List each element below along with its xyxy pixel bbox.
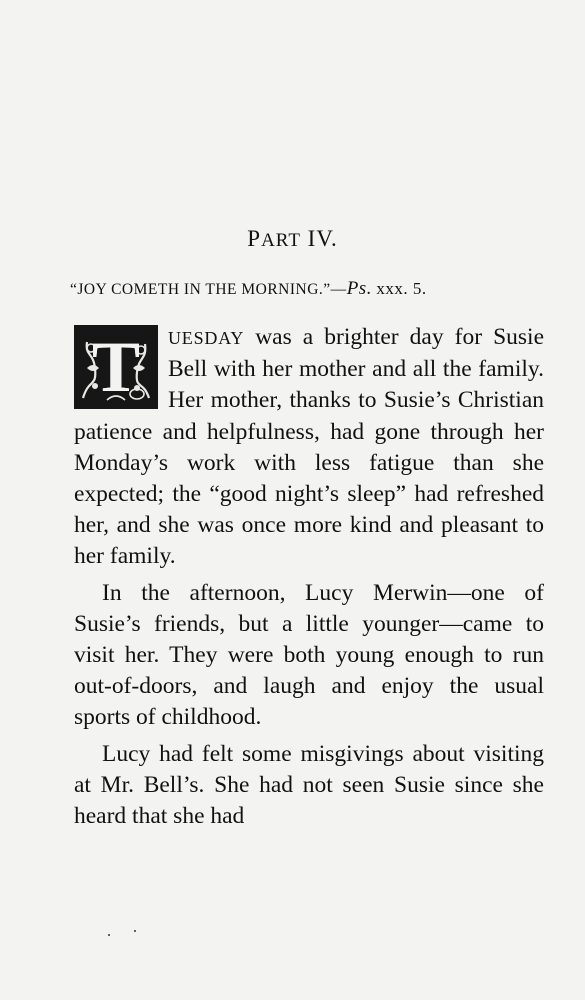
epigraph-quote: “JOY COMETH IN THE MORNING.”— (70, 281, 347, 298)
epigraph-reference: Ps. (346, 278, 372, 299)
paragraph-1-text: was a brighter day for Susie Bell with her mother and all the family. Her mother, thanks to Susie’s Christian patience and helpfulness, had gone through her Monday’s work with less fatigue than she expected; the “good night’s sleep” had refreshed her, and she was once more kind and pleasant to her family. (74, 324, 544, 570)
epigraph-verse: xxx. 5. (376, 279, 427, 298)
scan-speck (108, 934, 110, 936)
paragraph-1 (74, 322, 544, 573)
paragraph-3: Lucy had felt some misgivings about visiting at Mr. Bell’s. She had not seen Susie since she heard that she had (74, 740, 544, 830)
drop-cap-letter: T (91, 327, 141, 407)
body-text (74, 322, 544, 837)
ornamental-initial-icon (74, 325, 158, 409)
part-heading-initial: P (247, 226, 262, 251)
part-heading (0, 226, 585, 252)
paragraph-2: In the afternoon, Lucy Merwin—one of Susie’s friends, but a little younger—came to visit her. They were both young enough to run out-of-doors, and laugh and enjoy the usual sports of childhood. (74, 579, 544, 731)
paragraph-1-lead: UESDAY (168, 328, 245, 348)
part-heading-numeral: IV. (307, 226, 338, 251)
scan-speck (134, 930, 136, 932)
epigraph (70, 278, 550, 300)
part-heading-smallcaps: ART (261, 230, 301, 251)
